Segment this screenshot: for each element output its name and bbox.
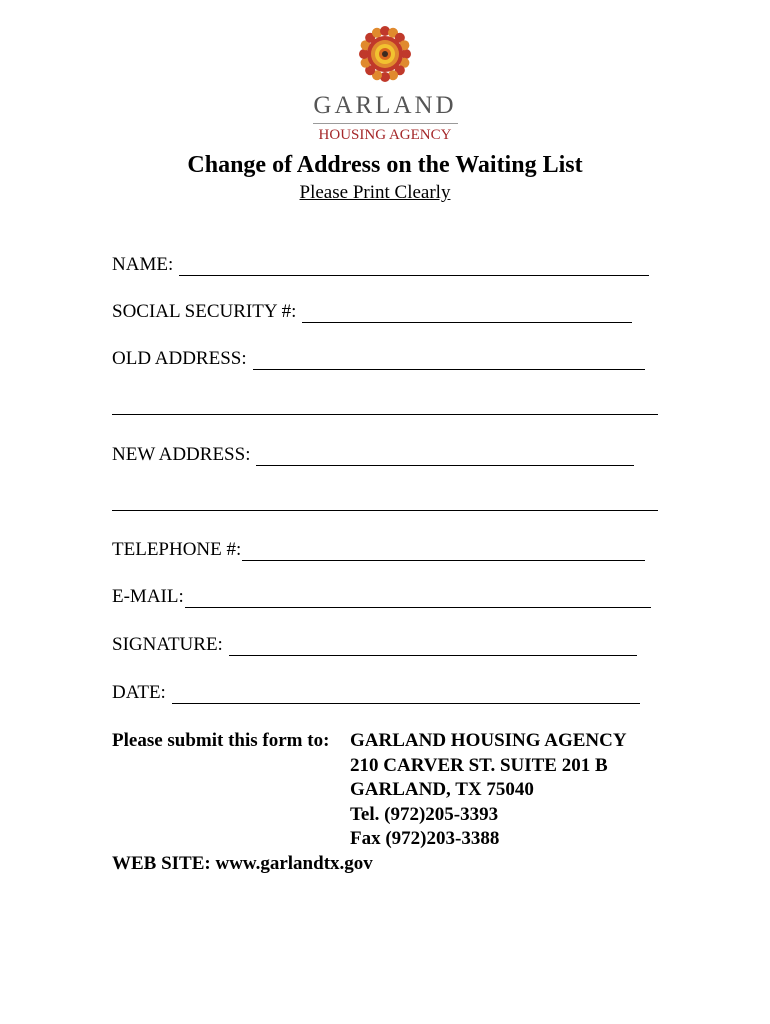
logo-divider (313, 123, 458, 124)
date-label: DATE: (112, 682, 166, 703)
new-address-label: NEW ADDRESS: (112, 444, 251, 465)
form-subtitle: Please Print Clearly (299, 182, 451, 203)
ssn-input-line[interactable] (302, 304, 632, 323)
agency-logo-name: GARLAND (313, 92, 457, 119)
new-address-line-2[interactable] (112, 510, 658, 511)
signature-input-line[interactable] (229, 637, 637, 656)
name-label: NAME: (112, 254, 174, 275)
name-field[interactable] (112, 254, 649, 276)
new-address-field[interactable] (112, 444, 634, 466)
telephone-input-line[interactable] (242, 542, 645, 561)
old-address-field[interactable] (112, 348, 645, 370)
new-address-input-line[interactable] (256, 447, 634, 466)
address-line: GARLAND, TX 75040 (350, 779, 534, 800)
agency-logo-subtitle: HOUSING AGENCY (318, 127, 452, 143)
old-address-label: OLD ADDRESS: (112, 348, 247, 369)
name-input-line[interactable] (179, 257, 649, 276)
address-line: 210 CARVER ST. SUITE 201 B (350, 754, 608, 776)
website-line: WEB SITE: www.garlandtx.gov (112, 852, 373, 874)
old-address-input-line[interactable] (253, 351, 645, 370)
submit-label: Please submit this form to: (112, 730, 330, 751)
submission-info (112, 729, 627, 876)
form-title: Change of Address on the Waiting List (187, 152, 583, 178)
telephone-field[interactable] (112, 539, 645, 561)
signature-label: SIGNATURE: (112, 634, 223, 655)
garland-emblem-icon (358, 24, 412, 84)
agency-logo (0, 24, 770, 144)
ssn-field[interactable] (112, 301, 632, 323)
address-line: GARLAND HOUSING AGENCY (350, 730, 627, 751)
signature-field[interactable] (112, 634, 637, 656)
email-field[interactable] (112, 586, 651, 608)
email-label: E-MAIL: (112, 586, 184, 607)
date-field[interactable] (112, 682, 640, 704)
old-address-line-2[interactable] (112, 414, 658, 415)
date-input-line[interactable] (172, 685, 640, 704)
address-line: Tel. (972)205-3393 (350, 803, 499, 825)
email-input-line[interactable] (185, 589, 651, 608)
ssn-label: SOCIAL SECURITY #: (112, 301, 297, 322)
address-line: Fax (972)203-3388 (350, 828, 500, 849)
submit-address (350, 729, 627, 852)
telephone-label: TELEPHONE #: (112, 539, 242, 560)
